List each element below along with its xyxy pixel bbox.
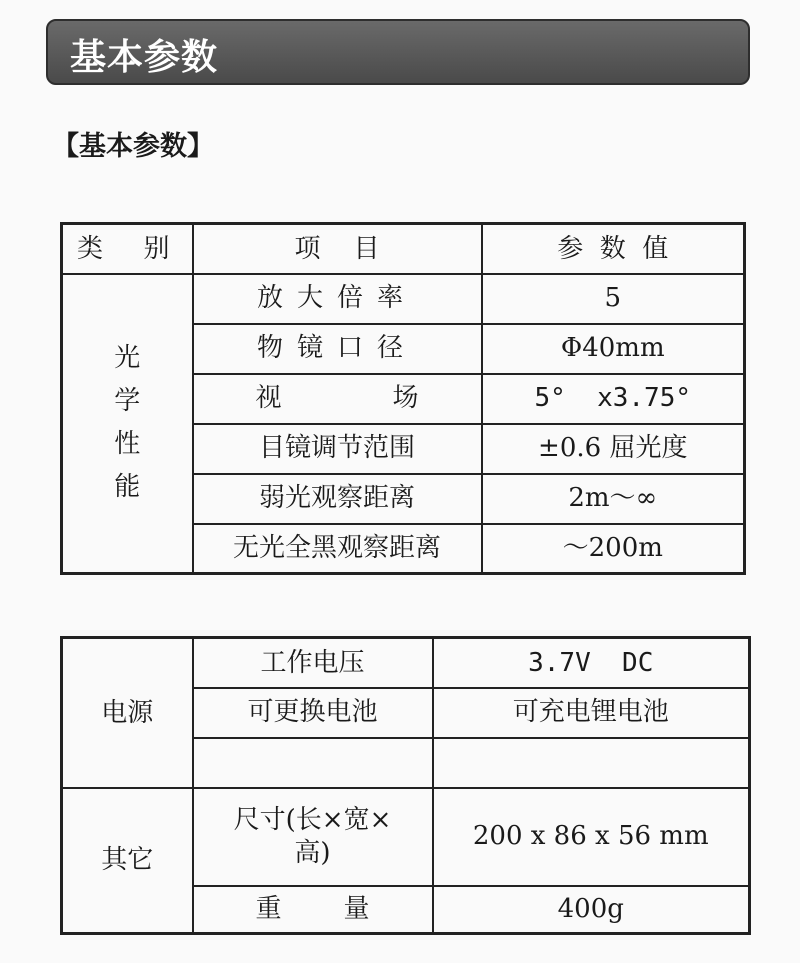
value-working-voltage: 3.7V DC (433, 638, 750, 688)
value-dark-distance: ～200m (482, 524, 745, 574)
item-empty (193, 738, 433, 788)
item-eyepiece-range: 目镜调节范围 (193, 424, 482, 474)
value-magnification: 5 (482, 274, 745, 324)
item-objective-diameter: 物镜口径 (193, 324, 482, 374)
value-empty (433, 738, 750, 788)
header-bar (46, 19, 750, 85)
header-value: 参 数 值 (482, 224, 745, 274)
value-eyepiece-range: ±0.6 屈光度 (482, 424, 745, 474)
table-row (62, 788, 750, 886)
power-other-spec-table (60, 636, 751, 935)
value-lowlight-distance: 2m～∞ (482, 474, 745, 524)
optical-spec-table (60, 222, 746, 575)
table-header-row (62, 224, 745, 274)
header-category: 类 别 (62, 224, 193, 274)
item-dark-distance: 无光全黑观察距离 (193, 524, 482, 574)
table-row (62, 638, 750, 688)
value-objective-diameter: Φ40mm (482, 324, 745, 374)
item-dimensions: 尺寸(长×宽× 高) (193, 788, 433, 886)
category-power: 电源 (62, 638, 193, 788)
category-optical: 光 学 性 能 (62, 274, 193, 574)
section-title: 【基本参数】 (52, 131, 214, 162)
value-dimensions: 200 x 86 x 56 mm (433, 788, 750, 886)
item-magnification: 放大倍率 (193, 274, 482, 324)
item-field-of-view: 视 场 (193, 374, 482, 424)
item-weight: 重 量 (193, 886, 433, 934)
header-item: 项 目 (193, 224, 482, 274)
value-weight: 400g (433, 886, 750, 934)
value-battery: 可充电锂电池 (433, 688, 750, 738)
category-other: 其它 (62, 788, 193, 934)
item-working-voltage: 工作电压 (193, 638, 433, 688)
item-lowlight-distance: 弱光观察距离 (193, 474, 482, 524)
value-field-of-view: 5° x3.75° (482, 374, 745, 424)
table-row (62, 274, 745, 324)
page-title: 基本参数 (70, 37, 219, 78)
item-battery: 可更换电池 (193, 688, 433, 738)
